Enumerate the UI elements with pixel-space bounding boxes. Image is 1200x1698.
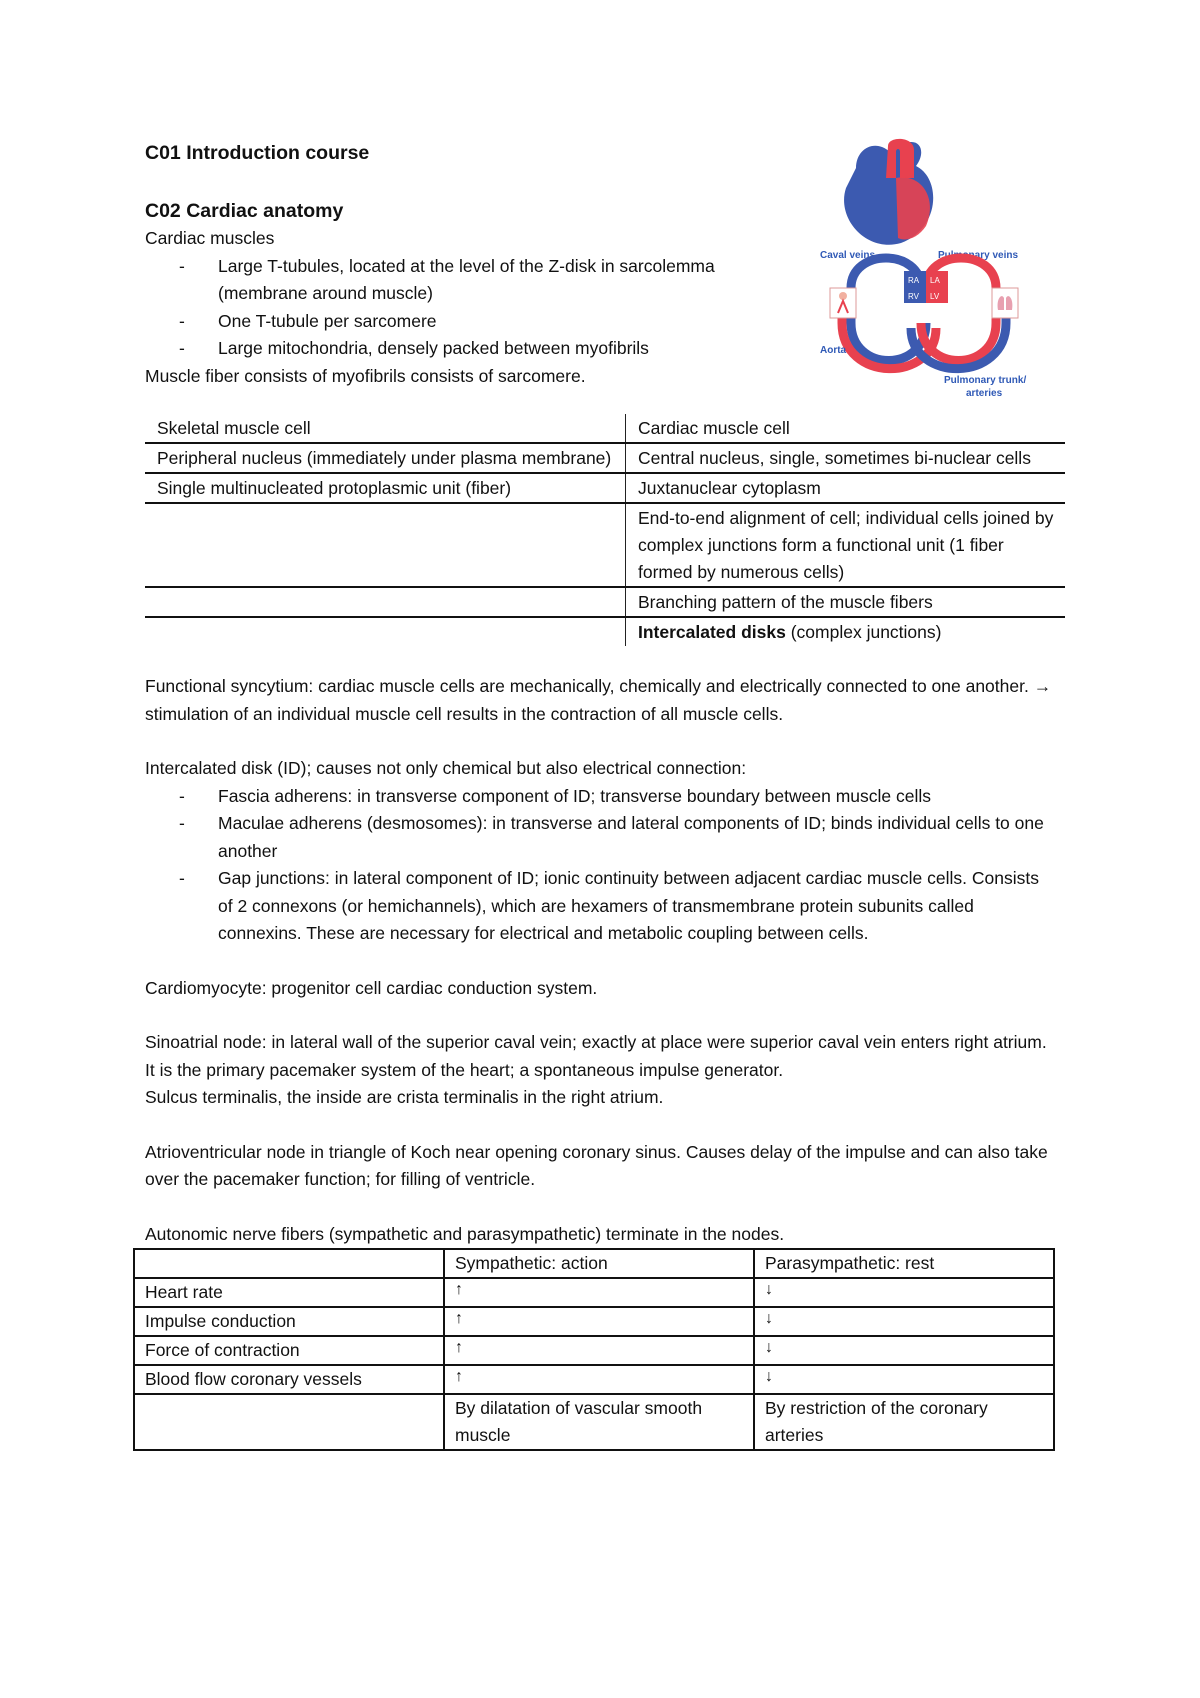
intercalated-disk-list xyxy=(145,783,1055,948)
cardiac-muscles-list xyxy=(145,253,805,363)
table-cell: Force of contraction xyxy=(134,1336,444,1365)
down-arrow-icon: ↓ xyxy=(754,1336,1054,1365)
table-cell xyxy=(626,617,1066,646)
table-row xyxy=(134,1278,1054,1307)
muscle-comparison-table xyxy=(145,414,1065,646)
pulmonary-trunk-label: Pulmonary trunk/ xyxy=(944,375,1027,386)
spacer xyxy=(145,1112,1055,1139)
document-body xyxy=(145,140,1055,1451)
intercalated-disks-rest: (complex junctions) xyxy=(785,622,942,642)
spacer xyxy=(145,728,1055,755)
list-item: - Large mitochondria, densely packed between myofibrils xyxy=(145,335,805,363)
table-cell: By dilatation of vascular smooth muscle xyxy=(444,1394,754,1450)
up-arrow-icon: ↑ xyxy=(444,1365,754,1394)
spacer xyxy=(145,948,1055,975)
table-header-cell: Cardiac muscle cell xyxy=(626,414,1066,443)
autonomic-paragraph: Autonomic nerve fibers (sympathetic and parasympathetic) terminate in the nodes. xyxy=(145,1223,785,1244)
anatomy-heading: C02 Cardiac anatomy xyxy=(145,199,344,222)
down-arrow-icon: ↓ xyxy=(754,1278,1054,1307)
table-row xyxy=(145,473,1065,503)
table-row xyxy=(145,503,1065,587)
table-cell: Central nucleus, single, sometimes bi-nuclear cells xyxy=(626,443,1066,473)
spacer xyxy=(145,646,1055,673)
table-row xyxy=(134,1365,1054,1394)
table-cell: Impulse conduction xyxy=(134,1307,444,1336)
ra-label: RA xyxy=(908,276,920,285)
table-row xyxy=(134,1394,1054,1450)
table-cell: End-to-end alignment of cell; individual cells joined by complex junctions form a functional unit (1 fiber formed by numerous cells) xyxy=(626,503,1066,587)
sulcus-paragraph: Sulcus terminalis, the inside are crista terminalis in the right atrium. xyxy=(145,1087,664,1107)
table-cell: By restriction of the coronary arteries xyxy=(754,1394,1054,1450)
table-cell xyxy=(145,587,626,617)
cardiac-muscles-title: Cardiac muscles xyxy=(145,228,275,248)
table-cell xyxy=(145,503,626,587)
table-row xyxy=(134,1307,1054,1336)
intercalated-disks-bold: Intercalated disks xyxy=(638,622,786,642)
up-arrow-icon: ↑ xyxy=(444,1336,754,1365)
muscle-fiber-summary: Muscle fiber consists of myofibrils consists of sarcomere. xyxy=(145,365,586,386)
table-cell: Branching pattern of the muscle fibers xyxy=(626,587,1066,617)
sa-node-paragraph: Sinoatrial node: in lateral wall of the superior caval vein; exactly at place were superior caval vein enters right atrium. It is the primary pacemaker system of the heart; a spontaneous impulse generator. xyxy=(145,1032,1047,1080)
lv-label: LV xyxy=(930,292,940,301)
down-arrow-icon: ↓ xyxy=(754,1365,1054,1394)
up-arrow-icon: ↑ xyxy=(444,1278,754,1307)
table-header-cell: Parasympathetic: rest xyxy=(754,1249,1054,1278)
down-arrow-icon: ↓ xyxy=(754,1307,1054,1336)
la-label: LA xyxy=(930,276,940,285)
table-cell: Peripheral nucleus (immediately under plasma membrane) xyxy=(145,443,626,473)
table-header-cell: Sympathetic: action xyxy=(444,1249,754,1278)
list-item: - Large T-tubules, located at the level of the Z-disk in sarcolemma (membrane around muscle) xyxy=(145,253,805,308)
table-row xyxy=(145,587,1065,617)
pulmonary-veins-label: Pulmonary veins xyxy=(938,250,1019,261)
table-row xyxy=(145,414,1065,443)
spacer xyxy=(145,1194,1055,1221)
spacer xyxy=(145,1002,1055,1029)
autonomic-table xyxy=(133,1248,1055,1451)
table-row xyxy=(134,1336,1054,1365)
table-cell: Juxtanuclear cytoplasm xyxy=(626,473,1066,503)
list-item: - Maculae adherens (desmosomes): in transverse and lateral components of ID; binds individual cells to one another xyxy=(145,810,1055,865)
cardiomyocyte-paragraph: Cardiomyocyte: progenitor cell cardiac conduction system. xyxy=(145,977,598,998)
rv-label: RV xyxy=(908,292,919,301)
list-item: - Gap junctions: in lateral component of ID; ionic continuity between adjacent cardiac muscle cells. Consists of 2 connexons (or hemichannels), which are hexamers of transmembrane protein subunits called connexins. These are necessary for electrical and metabolic coupling between cells. xyxy=(145,865,1055,948)
intercalated-disk-intro: Intercalated disk (ID); causes not only chemical but also electrical connection: xyxy=(145,758,747,778)
table-cell: Single multinucleated protoplasmic unit (fiber) xyxy=(145,473,626,503)
syncytium-paragraph: Functional syncytium: cardiac muscle cells are mechanically, chemically and electrically connected to one another. → stimulation of an individual muscle cell results in the contraction of all muscle cells. xyxy=(145,676,1052,724)
table-row xyxy=(145,443,1065,473)
table-row xyxy=(134,1249,1054,1278)
table-header-cell: Skeletal muscle cell xyxy=(145,414,626,443)
table-cell xyxy=(134,1394,444,1450)
up-arrow-icon: ↑ xyxy=(444,1307,754,1336)
table-cell: Blood flow coronary vessels xyxy=(134,1365,444,1394)
table-cell xyxy=(145,617,626,646)
pulmonary-arteries-label: arteries xyxy=(966,388,1003,399)
list-item: - Fascia adherens: in transverse component of ID; transverse boundary between muscle cells xyxy=(145,783,1055,811)
list-item: - One T-tubule per sarcomere xyxy=(145,308,805,336)
av-node-paragraph: Atrioventricular node in triangle of Koch near opening coronary sinus. Causes delay of the impulse and can also take over the pacemaker function; for filling of ventricle. xyxy=(145,1141,1048,1189)
table-row xyxy=(145,617,1065,646)
aorta-label: Aorta xyxy=(820,345,847,356)
caval-veins-label: Caval veins xyxy=(820,250,876,261)
table-cell: Heart rate xyxy=(134,1278,444,1307)
table-header-cell xyxy=(134,1249,444,1278)
intro-heading: C01 Introduction course xyxy=(145,142,370,164)
